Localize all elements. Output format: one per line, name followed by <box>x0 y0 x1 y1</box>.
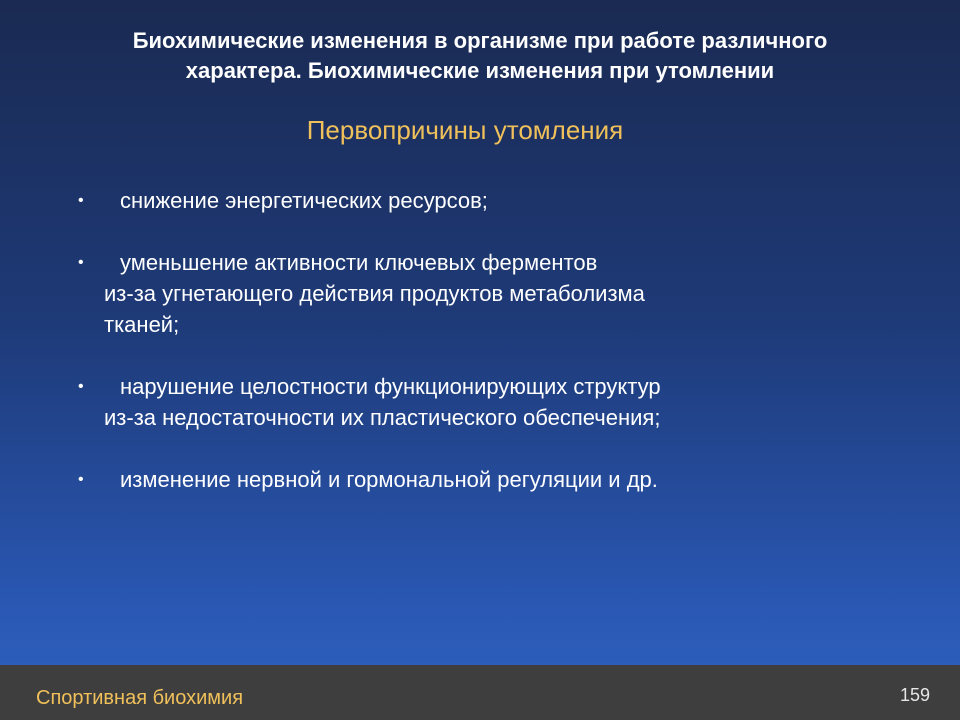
bullet-list <box>78 185 898 495</box>
bullet-item <box>78 247 898 340</box>
bullet-item <box>78 464 898 495</box>
footer-title: Спортивная биохимия <box>36 687 244 709</box>
bullet-text-line: из-за недостаточности их пластического обеспечения; <box>104 405 661 430</box>
bullet-text-line: изменение нервной и гормональной регуляции и др. <box>120 467 658 492</box>
slide-title <box>40 26 920 86</box>
bullet-text-line: снижение энергетических ресурсов; <box>120 188 488 213</box>
bullet-icon: • <box>78 471 84 488</box>
bullet-item <box>78 185 898 216</box>
bullet-icon: • <box>78 192 84 209</box>
bullet-text-line: нарушение целостности функционирующих структур <box>120 374 661 399</box>
bullet-text-line: уменьшение активности ключевых ферментов <box>120 250 598 275</box>
page-number: 159 <box>899 685 930 705</box>
slide-title-line: Биохимические изменения в организме при работе различного <box>132 28 828 53</box>
slide-subtitle: Первопричины утомления <box>306 115 624 145</box>
bullet-text-line: из-за угнетающего действия продуктов метаболизма <box>104 281 645 306</box>
bullet-icon: • <box>78 378 84 395</box>
bullet-text-line: тканей; <box>104 312 180 337</box>
bullet-icon: • <box>78 254 84 271</box>
bullet-item <box>78 371 898 433</box>
slide-title-line: характера. Биохимические изменения при утомлении <box>185 58 775 83</box>
